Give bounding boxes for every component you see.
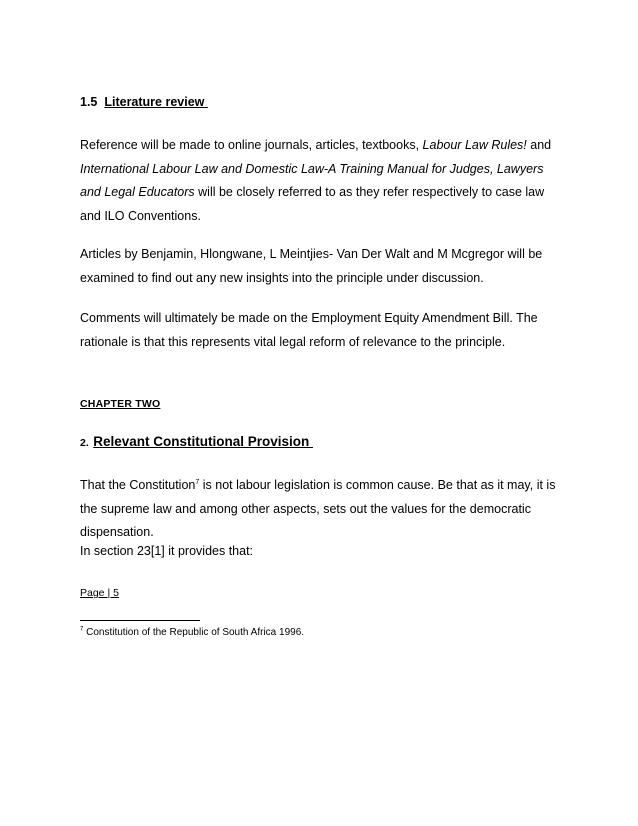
book-title-training-manual: International Labour Law and Domestic Law-A Training Manual for Judges, Lawyers and Legal Educators bbox=[80, 161, 544, 199]
section-number: 2. bbox=[80, 437, 89, 449]
chapter-heading: CHAPTER TWO bbox=[80, 398, 161, 410]
paragraph-comments: Comments will ultimately be made on the Employment Equity Amendment Bill. The rationale is that this represents vital legal reform of relevance to the principle. bbox=[80, 311, 538, 349]
section-heading-2 bbox=[80, 433, 564, 451]
paragraph-text: Reference will be made to online journals, articles, textbooks, bbox=[80, 138, 423, 152]
paragraph-text: will be closely referred to as they refer respectively to case law and ILO Conventions. bbox=[80, 185, 545, 223]
section-number: 1.5 bbox=[80, 95, 98, 109]
section-title: Literature review bbox=[104, 95, 208, 109]
paragraph-text: and bbox=[526, 138, 552, 152]
paragraph-references bbox=[80, 134, 564, 228]
footnote-divider bbox=[80, 620, 200, 621]
paragraph-section-23: In section 23[1] it provides that: bbox=[80, 544, 254, 558]
page-number: Page | 5 bbox=[80, 587, 119, 599]
footnote bbox=[80, 627, 564, 638]
book-title-labour-law-rules: Labour Law Rules! bbox=[422, 138, 527, 152]
footnote-text: Constitution of the Republic of South Africa 1996. bbox=[83, 627, 305, 638]
section-title: Relevant Constitutional Provision bbox=[93, 434, 313, 449]
paragraph-constitution bbox=[80, 474, 564, 545]
paragraph-text: is not labour legislation is common cause. Be that as it may, it is the supreme law and among other aspects, sets out the values for the democratic dispensation. bbox=[80, 478, 556, 539]
footnote-reference[interactable]: 7 bbox=[195, 478, 200, 486]
paragraph-articles: Articles by Benjamin, Hlongwane, L Meintjies- Van Der Walt and M Mcgregor will be examined to find out any new insights into the principle under discussion. bbox=[80, 247, 543, 285]
section-heading-1-5 bbox=[80, 95, 564, 109]
footnote-number: 7 bbox=[80, 626, 84, 633]
paragraph-text: That the Constitution bbox=[80, 478, 196, 492]
